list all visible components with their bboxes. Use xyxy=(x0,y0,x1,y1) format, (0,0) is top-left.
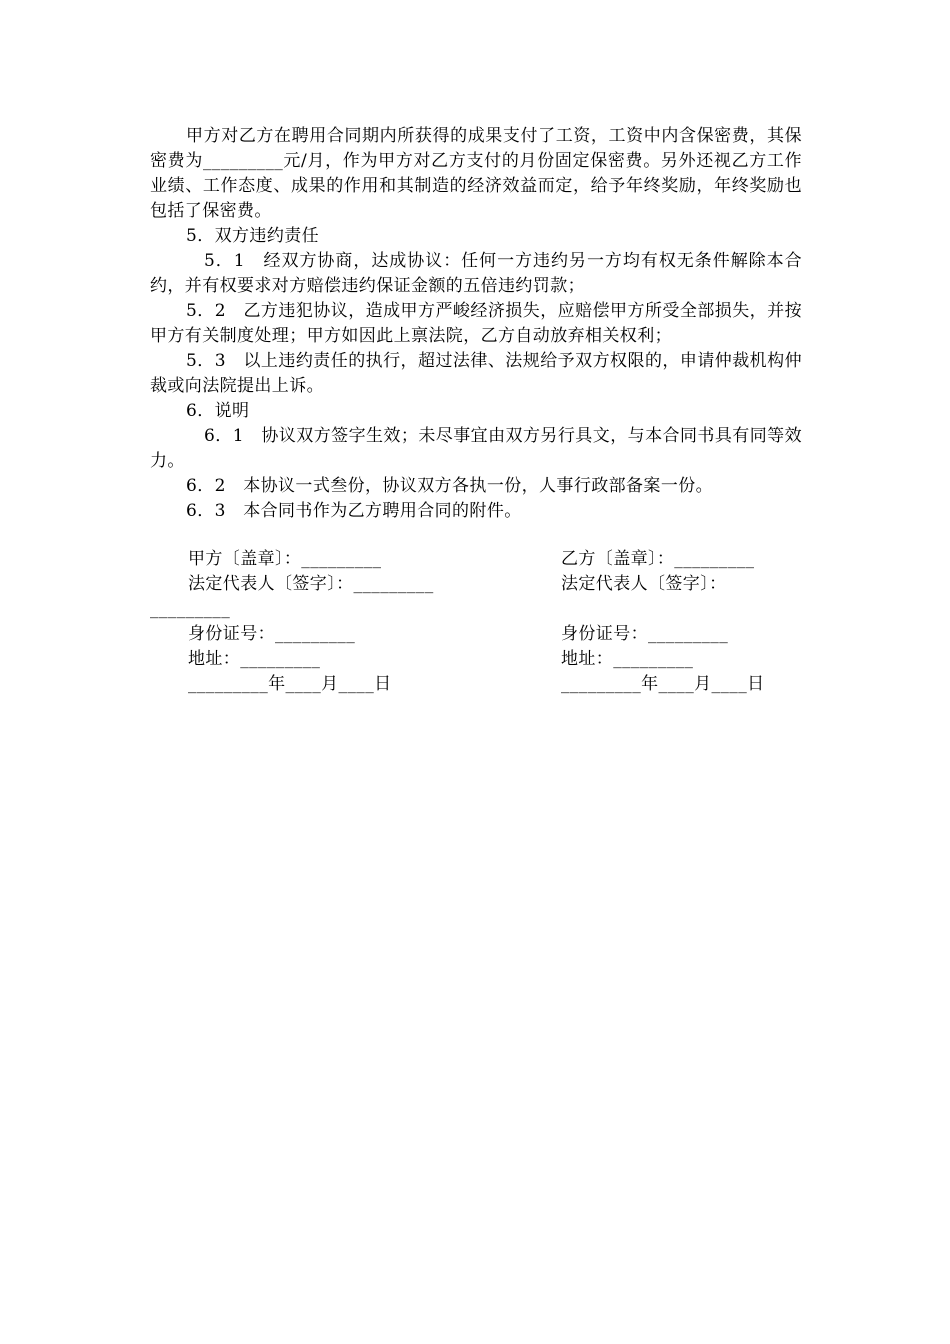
clause-6-3: 6．3 本合同书作为乙方聘用合同的附件。 xyxy=(186,501,522,521)
party-b-signature-block xyxy=(561,547,765,697)
clause-6-1: 6．1 协议双方签字生效；未尽事宜由双方另行具文，与本合同书具有同等效力。 xyxy=(150,426,802,471)
party-b-legal-rep-blank: _________ xyxy=(150,599,231,619)
clause-5-2: 5．2 乙方违犯协议，造成甲方严峻经济损失，应赔偿甲方所受全部损失，并按甲方有关制度处理；甲方如因此上禀法院，乙方自动放弃相关权利； xyxy=(150,301,802,346)
party-a-address-line: 地址：_________ xyxy=(188,649,321,669)
section-6-title: 6．说明 xyxy=(186,401,250,421)
section-5-title: 5．双方违约责任 xyxy=(186,226,320,246)
clause-5-1: 5．1 经双方协商，达成协议：任何一方违约另一方均有权无条件解除本合约，并有权要求对方赔偿违约保证金额的五倍违约罚款； xyxy=(150,251,802,296)
party-a-seal-line: 甲方〔盖章〕：_________ xyxy=(188,549,382,569)
party-b-wrap-spacer xyxy=(561,597,765,622)
party-b-date-line: _________年____月____日 xyxy=(561,674,765,694)
party-a-legal-rep-line: 法定代表人〔签字〕：_________ xyxy=(188,574,434,594)
confidentiality-fee-paragraph: 甲方对乙方在聘用合同期内所获得的成果支付了工资，工资中内含保密费，其保密费为_________元/月，作为甲方对乙方支付的月份固定保密费。另外还视乙方工作业绩、工作态度、成果的作用和其制造的经济效益而定，给予年终奖励，年终奖励也包括了保密费。 xyxy=(150,126,802,221)
party-b-id-number-line: 身份证号：_________ xyxy=(561,624,729,644)
party-b-legal-rep-line: 法定代表人〔签字〕： xyxy=(561,574,727,594)
contract-body xyxy=(150,124,802,524)
party-a-id-number-line: 身份证号：_________ xyxy=(188,624,356,644)
party-a-signature-block xyxy=(188,547,434,697)
party-b-address-line: 地址：_________ xyxy=(561,649,694,669)
clause-6-2: 6．2 本协议一式叁份，协议双方各执一份，人事行政部备案一份。 xyxy=(186,476,714,496)
party-b-seal-line: 乙方〔盖章〕：_________ xyxy=(561,549,755,569)
clause-5-3: 5．3 以上违约责任的执行，超过法律、法规给予双方权限的，申请仲裁机构仲裁或向法院提出上诉。 xyxy=(150,351,802,396)
party-a-date-line: _________年____月____日 xyxy=(188,674,392,694)
